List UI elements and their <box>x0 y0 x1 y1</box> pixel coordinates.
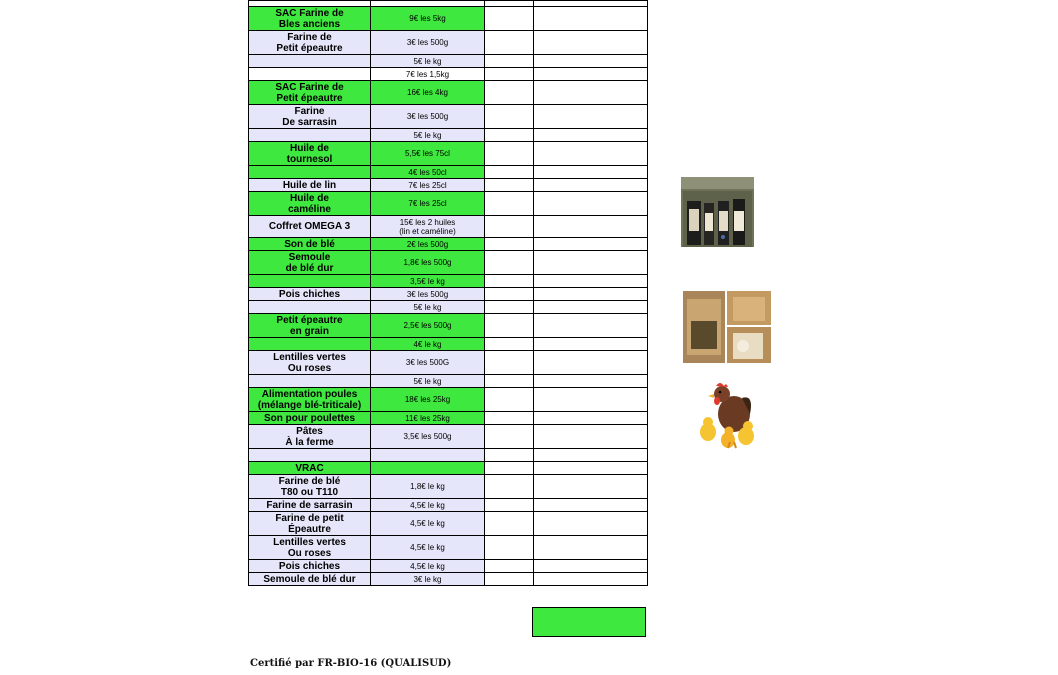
total-cell <box>534 499 648 512</box>
product-name <box>249 301 371 314</box>
product-name <box>249 375 371 388</box>
product-name: VRAC <box>249 462 371 475</box>
total-cell <box>534 31 648 55</box>
product-row <box>249 179 648 192</box>
product-row <box>249 31 648 55</box>
total-cell <box>534 142 648 166</box>
total-cell <box>534 179 648 192</box>
product-price: 5€ le kg <box>371 375 485 388</box>
product-price: 4,5€ le kg <box>371 536 485 560</box>
quantity-cell <box>485 275 534 288</box>
total-cell <box>534 375 648 388</box>
product-row <box>249 338 648 351</box>
total-cell <box>534 192 648 216</box>
product-price: 3€ le kg <box>371 573 485 586</box>
total-cell <box>534 338 648 351</box>
price-table <box>248 0 648 586</box>
product-row <box>249 573 648 586</box>
total-cell <box>534 573 648 586</box>
product-name: Farine de Petit épeautre <box>249 31 371 55</box>
total-cell <box>534 412 648 425</box>
product-name: Huile de caméline <box>249 192 371 216</box>
product-price: 4,5€ le kg <box>371 512 485 536</box>
product-name: Huile de tournesol <box>249 142 371 166</box>
product-row <box>249 314 648 338</box>
total-cell <box>534 55 648 68</box>
total-cell <box>534 68 648 81</box>
product-name <box>249 449 371 462</box>
total-cell <box>534 81 648 105</box>
product-name: Son pour poulettes <box>249 412 371 425</box>
total-cell <box>534 288 648 301</box>
total-cell <box>534 7 648 31</box>
product-name: SAC Farine de Bles anciens <box>249 7 371 31</box>
quantity-cell <box>485 55 534 68</box>
quantity-cell <box>485 475 534 499</box>
product-row <box>249 129 648 142</box>
certification-text: Certifié par FR-BIO-16 (QUALISUD) <box>250 658 452 669</box>
quantity-cell <box>485 338 534 351</box>
quantity-cell <box>485 536 534 560</box>
product-name: SAC Farine de Petit épeautre <box>249 81 371 105</box>
product-price: 4€ le kg <box>371 338 485 351</box>
product-row <box>249 238 648 251</box>
quantity-cell <box>485 573 534 586</box>
total-cell <box>534 251 648 275</box>
quantity-cell <box>485 375 534 388</box>
product-name <box>249 275 371 288</box>
quantity-cell <box>485 31 534 55</box>
product-price: 5€ le kg <box>371 301 485 314</box>
quantity-cell <box>485 560 534 573</box>
product-price: 3,5€ le kg <box>371 275 485 288</box>
product-price: 1,8€ le kg <box>371 475 485 499</box>
product-price: 3,5€ les 500g <box>371 425 485 449</box>
oil-bottles-photo <box>681 177 754 247</box>
product-row <box>249 7 648 31</box>
product-name: Farine de blé T80 ou T110 <box>249 475 371 499</box>
product-name: Petit épeautre en grain <box>249 314 371 338</box>
product-price: 5€ le kg <box>371 129 485 142</box>
grain-sacks-photo <box>683 291 771 363</box>
product-row <box>249 81 648 105</box>
quantity-cell <box>485 142 534 166</box>
product-row <box>249 449 648 462</box>
total-cell <box>534 462 648 475</box>
quantity-cell <box>485 251 534 275</box>
product-price: 7€ les 25cl <box>371 179 485 192</box>
total-cell <box>534 314 648 338</box>
product-row <box>249 536 648 560</box>
product-name <box>249 68 371 81</box>
quantity-cell <box>485 216 534 238</box>
product-price: 4,5€ le kg <box>371 499 485 512</box>
product-price: 7€ les 1,5kg <box>371 68 485 81</box>
product-name: Semoule de blé dur <box>249 251 371 275</box>
product-name: Lentilles vertes Ou roses <box>249 536 371 560</box>
quantity-cell <box>485 179 534 192</box>
total-cell <box>534 475 648 499</box>
total-cell <box>534 449 648 462</box>
product-name: Lentilles vertes Ou roses <box>249 351 371 375</box>
total-cell <box>534 351 648 375</box>
product-price: 2€ les 500g <box>371 238 485 251</box>
product-name: Pois chiches <box>249 560 371 573</box>
quantity-cell <box>485 81 534 105</box>
total-cell <box>534 388 648 412</box>
product-price: 3€ les 500g <box>371 105 485 129</box>
quantity-cell <box>485 288 534 301</box>
product-name: Farine de petit Épeautre <box>249 512 371 536</box>
quantity-cell <box>485 388 534 412</box>
product-name: Son de blé <box>249 238 371 251</box>
product-row <box>249 301 648 314</box>
product-row <box>249 275 648 288</box>
product-price: 7€ les 25cl <box>371 192 485 216</box>
product-price: 4€ les 50cl <box>371 166 485 179</box>
quantity-cell <box>485 314 534 338</box>
product-price <box>371 449 485 462</box>
product-name: Farine de sarrasin <box>249 499 371 512</box>
product-row <box>249 142 648 166</box>
product-row <box>249 425 648 449</box>
product-name: Pâtes À la ferme <box>249 425 371 449</box>
quantity-cell <box>485 512 534 536</box>
product-name: Coffret OMEGA 3 <box>249 216 371 238</box>
product-row <box>249 462 648 475</box>
product-row <box>249 388 648 412</box>
total-cell <box>534 129 648 142</box>
total-cell <box>534 275 648 288</box>
total-cell <box>534 166 648 179</box>
product-price: 11€ les 25kg <box>371 412 485 425</box>
product-name: Semoule de blé dur <box>249 573 371 586</box>
quantity-cell <box>485 68 534 81</box>
quantity-cell <box>485 449 534 462</box>
product-row <box>249 216 648 238</box>
quantity-cell <box>485 166 534 179</box>
quantity-cell <box>485 301 534 314</box>
product-row <box>249 499 648 512</box>
product-row <box>249 192 648 216</box>
product-row <box>249 105 648 129</box>
product-name: Pois chiches <box>249 288 371 301</box>
product-price: 16€ les 4kg <box>371 81 485 105</box>
product-row <box>249 251 648 275</box>
total-cell <box>534 105 648 129</box>
total-cell <box>534 425 648 449</box>
product-row <box>249 166 648 179</box>
quantity-cell <box>485 105 534 129</box>
quantity-cell <box>485 462 534 475</box>
product-price <box>371 462 485 475</box>
product-name <box>249 338 371 351</box>
quantity-cell <box>485 499 534 512</box>
total-cell <box>534 238 648 251</box>
total-cell <box>534 560 648 573</box>
product-price: 4,5€ le kg <box>371 560 485 573</box>
product-row <box>249 55 648 68</box>
total-cell <box>534 216 648 238</box>
product-price: 3€ les 500G <box>371 351 485 375</box>
product-price: 5€ le kg <box>371 55 485 68</box>
quantity-cell <box>485 412 534 425</box>
product-price: 1,8€ les 500g <box>371 251 485 275</box>
quantity-cell <box>485 129 534 142</box>
product-row <box>249 351 648 375</box>
total-cell <box>534 512 648 536</box>
quantity-cell <box>485 351 534 375</box>
quantity-cell <box>485 425 534 449</box>
product-price: 15€ les 2 huiles (lin et caméline) <box>371 216 485 238</box>
quantity-cell <box>485 238 534 251</box>
total-box <box>532 607 646 637</box>
product-row <box>249 512 648 536</box>
product-row <box>249 412 648 425</box>
product-name: Alimentation poules (mélange blé-triticale) <box>249 388 371 412</box>
product-row <box>249 68 648 81</box>
quantity-cell <box>485 192 534 216</box>
product-row <box>249 560 648 573</box>
product-price: 18€ les 25kg <box>371 388 485 412</box>
product-name <box>249 129 371 142</box>
product-name <box>249 55 371 68</box>
hen-illustration <box>698 380 762 450</box>
total-cell <box>534 301 648 314</box>
product-row <box>249 375 648 388</box>
product-row <box>249 288 648 301</box>
total-cell <box>534 536 648 560</box>
product-name <box>249 166 371 179</box>
product-name: Farine De sarrasin <box>249 105 371 129</box>
product-row <box>249 475 648 499</box>
product-price: 5,5€ les 75cl <box>371 142 485 166</box>
quantity-cell <box>485 7 534 31</box>
product-price: 3€ les 500g <box>371 288 485 301</box>
product-price: 9€ les 5kg <box>371 7 485 31</box>
product-name: Huile de lin <box>249 179 371 192</box>
product-price: 3€ les 500g <box>371 31 485 55</box>
product-price: 2,5€ les 500g <box>371 314 485 338</box>
